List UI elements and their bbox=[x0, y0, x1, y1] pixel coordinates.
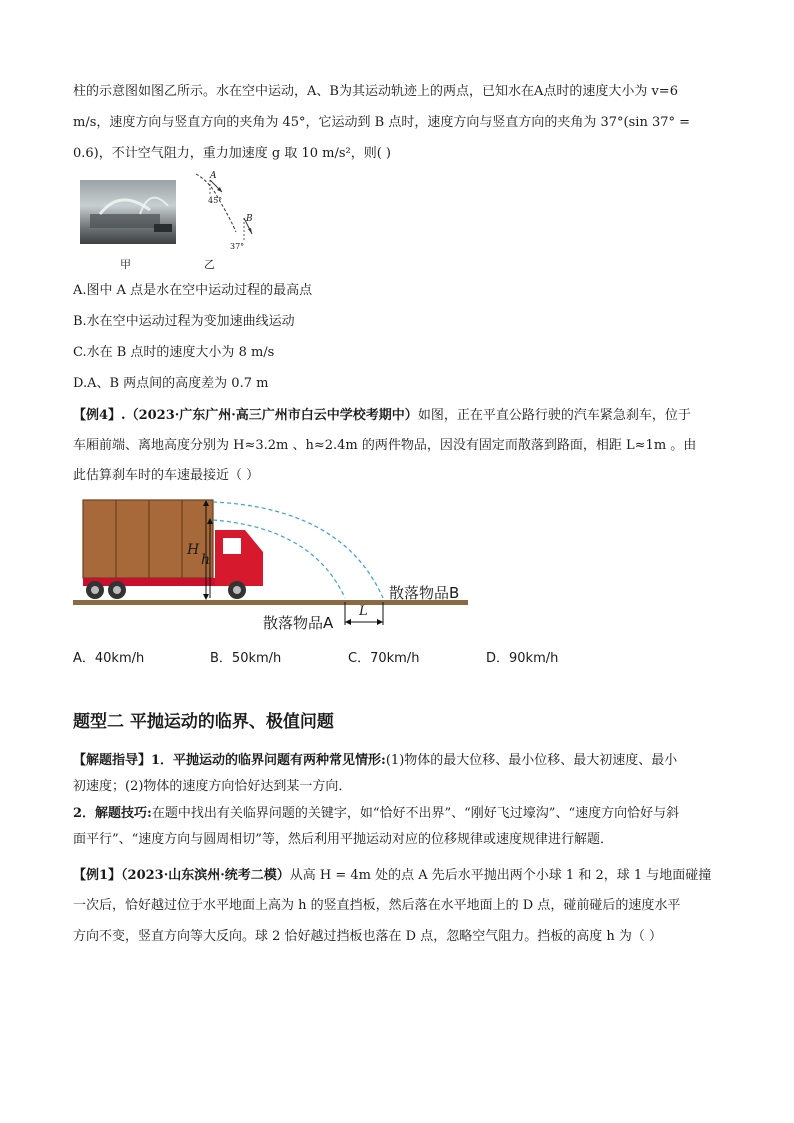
tip-text1: 在题中找出有关临界问题的关键字，如“恰好不出界”、“刚好飞过壕沟”、“速度方向恰好与斜 bbox=[151, 806, 680, 821]
problem3-option-c: C.水在 B 点时的速度大小为 8 m/s bbox=[73, 345, 275, 360]
problem3-text-line1: 柱的示意图如图乙所示。水在空中运动，A、B为其运动轨迹上的两点，已知水在A点时的速度大小为 v=6 bbox=[73, 84, 678, 99]
section2-guide-line2: 初速度；(2)物体的速度方向恰好达到某一方向． bbox=[73, 779, 352, 794]
example4-option-b: B．50km/h bbox=[210, 651, 282, 666]
label-H: H bbox=[187, 542, 200, 558]
example4-line1 bbox=[73, 407, 691, 425]
problem3-text-line3: 0.6)，不计空气阻力，重力加速度 g 取 10 m/s²，则( ) bbox=[73, 146, 392, 161]
example4-option-d: D．90km/h bbox=[486, 651, 559, 666]
example4-tag: 【例4】.（2023·广东广州·高三广州市白云中学校考期中） bbox=[73, 408, 418, 423]
example1-line2: 一次后，恰好越过位于水平地面上高为 h 的竖直挡板，然后落在水平地面上的 D 点，碰前碰后的速度水平 bbox=[73, 898, 681, 913]
section2-tip-line1 bbox=[73, 805, 679, 823]
section2-title: 题型二 平抛运动的临界、极值问题 bbox=[73, 712, 334, 732]
angle-37-label: 37° bbox=[230, 242, 245, 251]
example1-line1 bbox=[73, 867, 711, 885]
problem3-text-line2: m/s，速度方向与竖直方向的夹角为 45°，它运动到 B 点时，速度方向与竖直方向的夹角为 37°(sin 37° = bbox=[73, 115, 691, 130]
figure-label-jia: 甲 bbox=[120, 258, 131, 271]
fountain-figure bbox=[80, 168, 253, 278]
problem3-option-b: B.水在空中运动过程为变加速曲线运动 bbox=[73, 314, 295, 329]
fountain-photo bbox=[80, 180, 176, 244]
section2-tip-line2: 面平行”、“速度方向与圆周相切”等，然后利用平抛运动对应的位移规律或速度规律进行解题． bbox=[73, 832, 613, 847]
angle-45-label: 45° bbox=[208, 196, 223, 205]
example1-text1: 从高 H = 4m 处的点 A 先后水平抛出两个小球 1 和 2，球 1 与地面碰撞 bbox=[289, 868, 712, 883]
label-L: L bbox=[359, 604, 368, 619]
problem3-option-a: A.图中 A 点是水在空中运动过程的最高点 bbox=[73, 283, 313, 298]
label-h: h bbox=[201, 552, 211, 568]
guide-text1: (1)物体的最大位移、最小位移、最大初速度、最小 bbox=[385, 753, 678, 768]
point-b-label: B bbox=[246, 214, 253, 224]
example1-line3: 方向不变，竖直方向等大反向。球 2 恰好越过挡板也落在 D 点，忽略空气阻力。挡板的高度 h 为（ ） bbox=[73, 929, 662, 944]
example1-tag: 【例1】（2023·山东滨州·统考二模） bbox=[73, 868, 290, 883]
example4-line2: 车厢前端、离地高度分别为 H≈3.2m 、h≈2.4m 的两件物品，因没有固定而散落到路面，相距 L≈1m 。由 bbox=[73, 438, 697, 453]
point-a-label: A bbox=[210, 171, 217, 181]
example4-text1: 如图，正在平直公路行驶的汽车紧急刹车，位于 bbox=[417, 408, 691, 423]
example4-option-a: A．40km/h bbox=[73, 651, 145, 666]
example4-option-c: C．70km/h bbox=[348, 651, 420, 666]
example4-line3: 此估算刹车时的车速最接近（ ） bbox=[73, 468, 260, 483]
tip-tag: 2．解题技巧: bbox=[73, 806, 152, 821]
label-item-b: 散落物品B bbox=[389, 584, 460, 602]
section2-guide-line1 bbox=[73, 752, 677, 770]
figure-label-yi: 乙 bbox=[204, 258, 215, 271]
guide-tag: 【解题指导】1．平抛运动的临界问题有两种常见情形: bbox=[73, 753, 386, 768]
problem3-option-d: D.A、B 两点间的高度差为 0.7 m bbox=[73, 376, 269, 391]
truck-figure bbox=[73, 490, 473, 640]
label-item-a: 散落物品A bbox=[263, 614, 334, 632]
